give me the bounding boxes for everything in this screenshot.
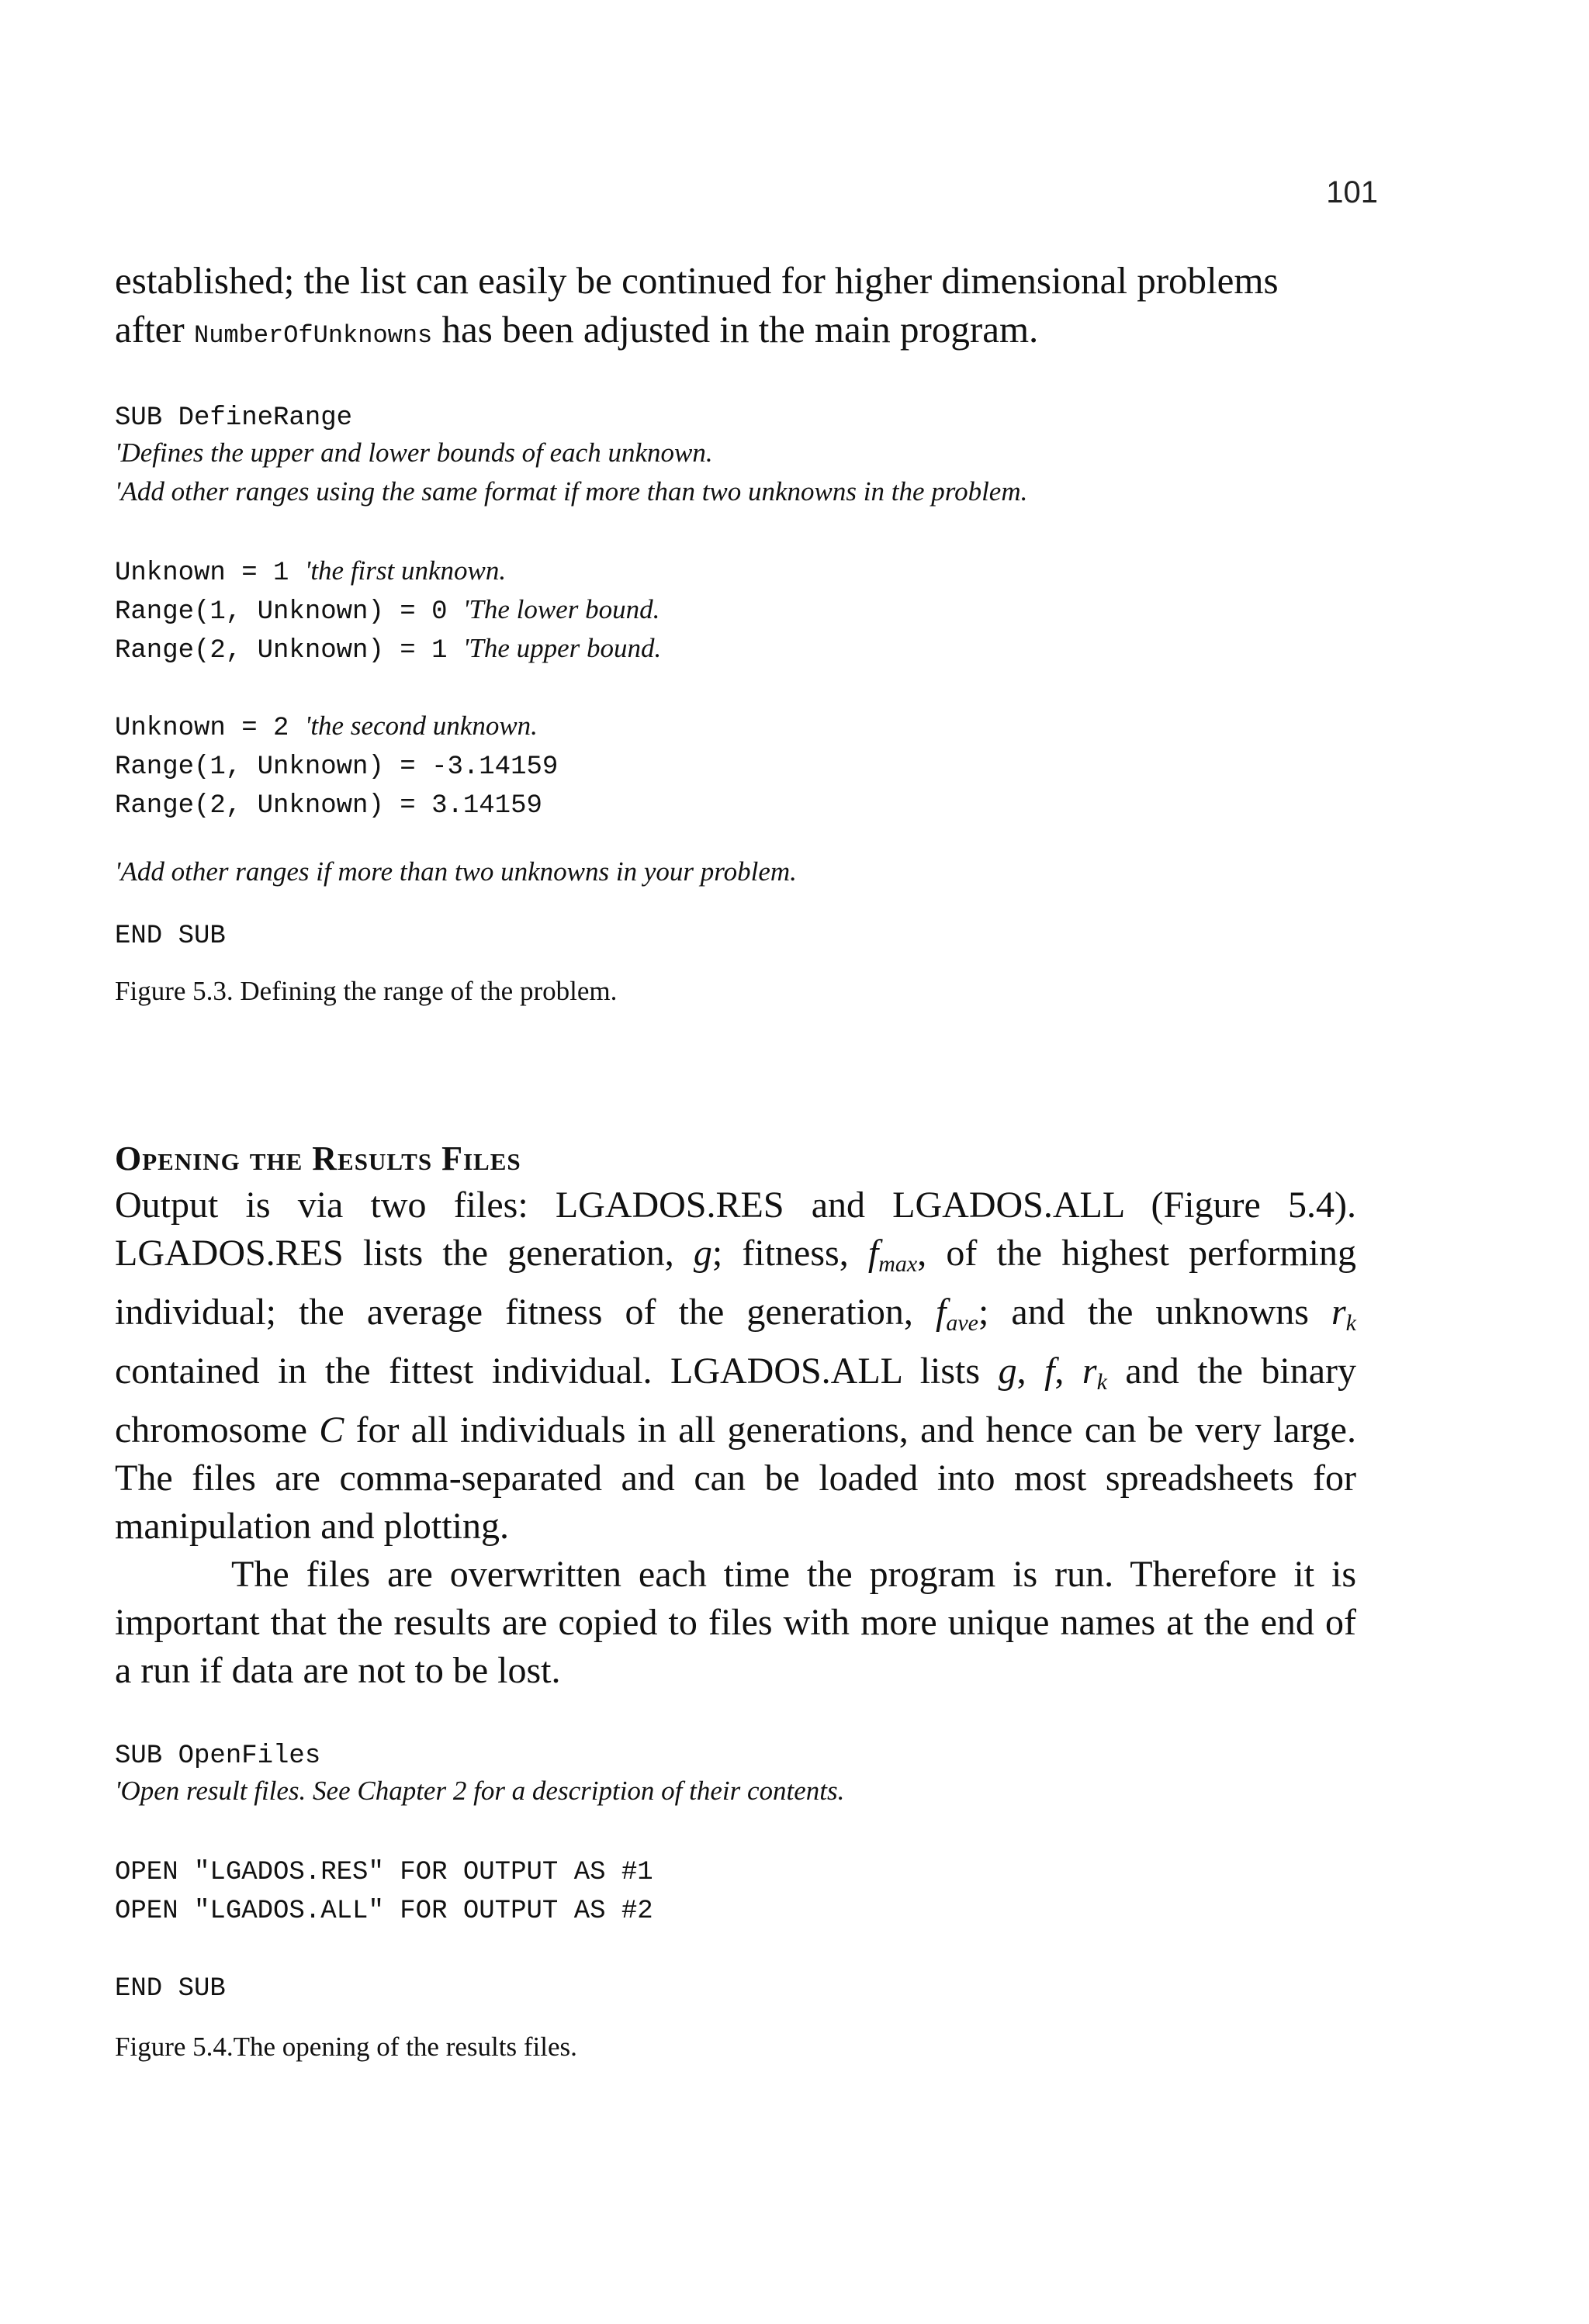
code-line-range-2-upper: Range(2, Unknown) = 3.14159: [115, 791, 542, 821]
code-sub-define-range: SUB DefineRange: [115, 403, 353, 433]
math-f-ave: $f_{ave}$: [936, 1292, 978, 1336]
math-g: g: [693, 1233, 712, 1274]
math-c: C: [319, 1409, 344, 1451]
code-line-range-1-upper: Range(2, Unknown) = 1 'The upper bound.: [115, 633, 662, 666]
code-line-open-all: OPEN "LGADOS.ALL" FOR OUTPUT AS #2: [115, 1897, 653, 1926]
section-paragraph-1: Output is via two files: LGADOS.RES and LGADOS.ALL (Figure 5.4). LGADOS.RES lists the generation, g; fitness, $f_{max}$, of the highest performing individual; the average fitness of the generation, $f_{ave}$; and the unknowns $r_k$ contained in the fittest individual. LGADOS.ALL lists g, f, $r_k$ and the binary chromosome C for all individuals in all generations, and hence can be very large. The files are comma-separated and can be loaded into most spreadsheets for manipulation and plotting.: [115, 1184, 1357, 1547]
code-comment-add-ranges: 'Add other ranges using the same format if more than two unknowns in the problem.: [115, 476, 1028, 507]
code-line-range-2-lower: Range(1, Unknown) = -3.14159: [115, 752, 559, 782]
intro-line-1: established; the list can easily be continued for higher dimensional problems: [115, 259, 1279, 302]
math-f-max: $f_{max}$: [867, 1233, 918, 1277]
code-sub-open-files: SUB OpenFiles: [115, 1741, 321, 1771]
intro-paragraph: [115, 256, 1356, 360]
inline-code-number-of-unknowns: NumberOfUnknowns: [194, 321, 433, 350]
code-line-unknown-1: Unknown = 1 'the first unknown.: [115, 555, 507, 588]
code-end-sub-1: END SUB: [115, 922, 226, 951]
page-number: 101: [1326, 175, 1378, 209]
figure-5-3-code: [115, 399, 1356, 956]
page-content: [115, 256, 1356, 2063]
math-r-k: $r_k$: [1331, 1292, 1356, 1336]
code-comment-open-result-files: 'Open result files. See Chapter 2 for a description of their contents.: [115, 1776, 845, 1806]
section-heading: Opening the Results Files: [115, 1140, 521, 1178]
figure-5-3-caption: Figure 5.3. Defining the range of the problem.: [115, 976, 618, 1006]
code-line-open-res: OPEN "LGADOS.RES" FOR OUTPUT AS #1: [115, 1858, 653, 1887]
code-comment-defines: 'Defines the upper and lower bounds of each unknown.: [115, 437, 713, 468]
intro-line-2-prefix: after: [115, 308, 194, 351]
intro-line-2-suffix: has been adjusted in the main program.: [432, 308, 1039, 351]
section-paragraph-2: The files are overwritten each time the program is run. Therefore it is important that the results are copied to files with more unique names at the end of a run if data are not to be lost.: [115, 1554, 1356, 1691]
code-comment-add-other-ranges: 'Add other ranges if more than two unknowns in your problem.: [115, 856, 797, 887]
figure-5-4-code: [115, 1737, 1356, 2008]
code-line-range-1-lower: Range(1, Unknown) = 0 'The lower bound.: [115, 594, 660, 627]
figure-5-4-caption: Figure 5.4.The opening of the results files.: [115, 2032, 577, 2062]
code-end-sub-2: END SUB: [115, 1974, 226, 2004]
code-line-unknown-2: Unknown = 2 'the second unknown.: [115, 711, 538, 743]
